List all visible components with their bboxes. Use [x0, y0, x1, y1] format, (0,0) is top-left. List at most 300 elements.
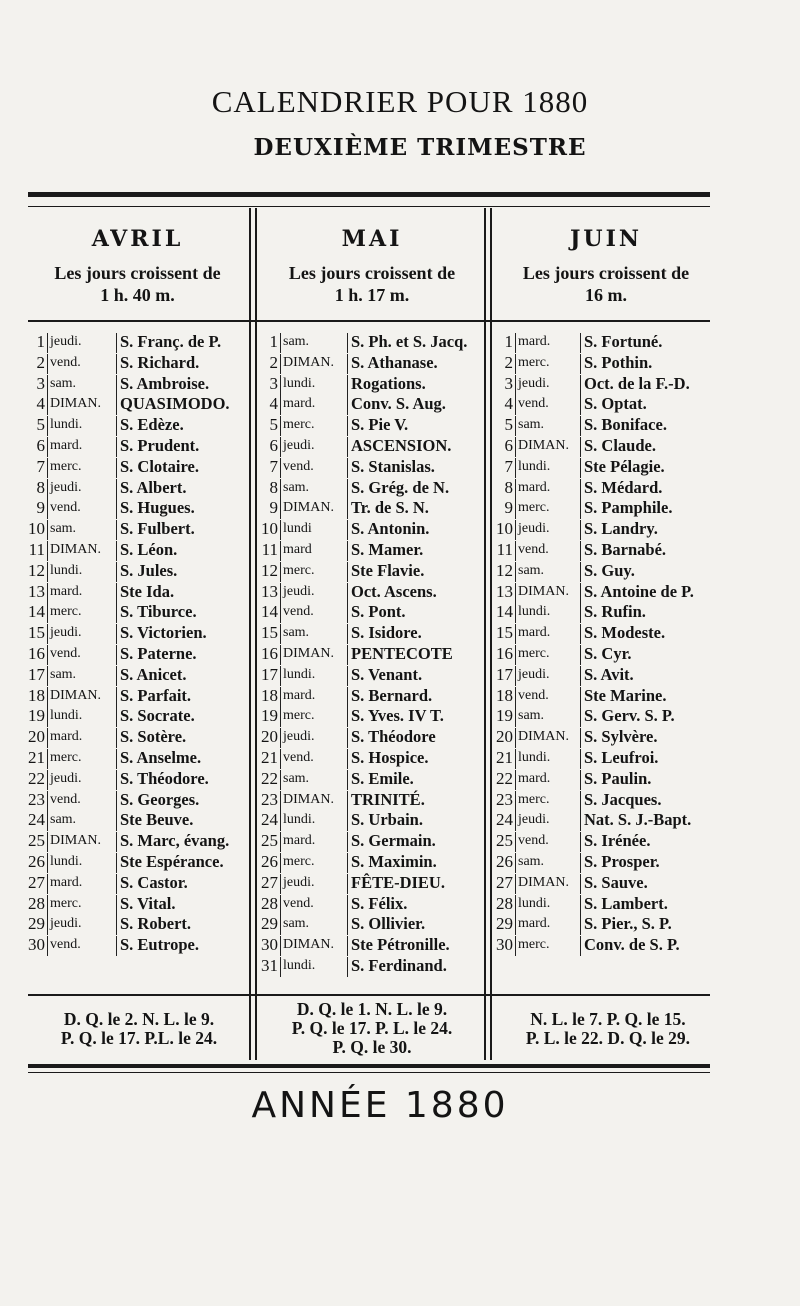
saint-name: S. Athanase. — [351, 352, 438, 372]
row-separator — [515, 541, 516, 561]
day-number: 30 — [496, 935, 513, 955]
row-separator — [580, 416, 581, 436]
weekday: sam. — [518, 853, 545, 869]
row-separator — [580, 707, 581, 727]
row-separator — [580, 687, 581, 707]
row-separator — [280, 895, 281, 915]
row-separator — [280, 354, 281, 374]
day-number: 20 — [261, 727, 278, 747]
weekday: jeudi. — [518, 666, 550, 682]
day-number: 23 — [28, 789, 45, 809]
day-row — [25, 561, 249, 582]
row-separator — [515, 832, 516, 852]
day-row — [25, 644, 249, 665]
day-row — [493, 852, 728, 873]
row-separator — [280, 333, 281, 353]
weekday: mard. — [283, 833, 316, 849]
row-separator — [47, 333, 48, 353]
row-separator — [347, 437, 348, 457]
day-number: 22 — [261, 768, 278, 788]
row-separator — [515, 624, 516, 644]
row-separator — [347, 791, 348, 811]
day-list-mai — [258, 332, 484, 977]
saint-name: Ste Flavie. — [351, 560, 425, 580]
weekday: vend. — [518, 833, 549, 849]
saint-name: S. Emile. — [351, 768, 414, 788]
day-row — [493, 873, 728, 894]
row-separator — [347, 811, 348, 831]
day-number: 14 — [261, 602, 278, 622]
row-separator — [515, 416, 516, 436]
day-number: 21 — [261, 747, 278, 767]
day-row — [493, 332, 728, 353]
saint-name: S. Maximin. — [351, 851, 437, 871]
weekday: sam. — [50, 375, 77, 391]
row-separator — [347, 915, 348, 935]
day-row — [493, 644, 728, 665]
saint-name: S. Médard. — [584, 477, 663, 497]
row-separator — [280, 395, 281, 415]
row-separator — [280, 707, 281, 727]
row-separator — [347, 687, 348, 707]
day-row — [493, 790, 728, 811]
row-separator — [347, 666, 348, 686]
row-separator — [47, 603, 48, 623]
weekday: DIMAN. — [283, 791, 334, 807]
day-number: 8 — [36, 477, 45, 497]
row-separator — [280, 957, 281, 977]
saint-name: S. Landry. — [584, 519, 658, 539]
row-separator — [347, 499, 348, 519]
moon-phase-line: P. Q. le 30. — [332, 1037, 412, 1057]
day-number: 2 — [504, 352, 513, 372]
day-number: 18 — [261, 685, 278, 705]
weekday: jeudi. — [518, 375, 550, 391]
day-number: 8 — [269, 477, 278, 497]
row-separator — [515, 707, 516, 727]
row-separator — [116, 791, 117, 811]
row-separator — [47, 562, 48, 582]
weekday: vend. — [50, 645, 81, 661]
row-separator — [116, 811, 117, 831]
day-row — [25, 623, 249, 644]
day-row — [258, 769, 484, 790]
row-separator — [515, 791, 516, 811]
saint-name: S. Fortuné. — [584, 332, 663, 351]
day-number: 24 — [496, 810, 513, 830]
row-separator — [515, 666, 516, 686]
day-row — [25, 582, 249, 603]
day-number: 16 — [28, 643, 45, 663]
row-separator — [580, 895, 581, 915]
day-row — [258, 644, 484, 665]
weekday: merc. — [283, 417, 315, 433]
day-number: 3 — [36, 373, 45, 393]
weekday: sam. — [283, 479, 310, 495]
day-number: 9 — [36, 498, 45, 518]
row-separator — [280, 458, 281, 478]
day-number: 25 — [496, 831, 513, 851]
day-number: 25 — [261, 831, 278, 851]
saint-name: Oct. Ascens. — [351, 581, 437, 601]
row-separator — [347, 333, 348, 353]
month-note — [262, 262, 482, 306]
row-separator — [347, 853, 348, 873]
row-separator — [47, 707, 48, 727]
weekday: mard — [283, 541, 312, 557]
weekday: sam. — [518, 708, 545, 724]
day-row — [258, 665, 484, 686]
row-separator — [280, 936, 281, 956]
saint-name: S. Robert. — [120, 914, 192, 934]
row-separator — [347, 458, 348, 478]
row-separator — [515, 354, 516, 374]
saint-name: S. Gerv. S. P. — [584, 706, 675, 726]
row-separator — [116, 687, 117, 707]
saint-name: S. Albert. — [120, 477, 187, 497]
day-row — [25, 852, 249, 873]
weekday: jeudi. — [283, 437, 315, 453]
weekday: jeudi. — [50, 625, 82, 641]
weekday: merc. — [518, 645, 550, 661]
saint-name: S. Théodore — [351, 727, 436, 747]
weekday: jeudi. — [50, 770, 82, 786]
day-row — [258, 602, 484, 623]
weekday: mard. — [518, 770, 551, 786]
saint-name: S. Grég. de N. — [351, 477, 450, 497]
saint-name: S. Isidore. — [351, 623, 422, 643]
saint-name: S. Pamphile. — [584, 498, 673, 518]
day-row — [258, 686, 484, 707]
row-separator — [280, 624, 281, 644]
saint-name: S. Leufroi. — [584, 747, 659, 767]
day-row — [258, 561, 484, 582]
weekday: mard. — [518, 625, 551, 641]
row-separator — [116, 915, 117, 935]
saint-name: S. Urbain. — [351, 810, 423, 830]
row-separator — [116, 645, 117, 665]
month-header-mai — [262, 226, 482, 306]
saint-name: S. Bernard. — [351, 685, 433, 705]
day-row — [493, 686, 728, 707]
day-number: 23 — [261, 789, 278, 809]
day-row — [25, 602, 249, 623]
weekday: DIMAN. — [518, 583, 569, 599]
moons-rule — [28, 994, 710, 996]
row-separator — [515, 583, 516, 603]
weekday: lundi. — [283, 375, 316, 391]
saint-name: S. Ollivier. — [351, 914, 426, 934]
moon-phases-avril — [28, 1010, 250, 1048]
top-rule-thin — [28, 206, 710, 207]
saint-name: S. Avit. — [584, 664, 634, 684]
saint-name: S. Stanislas. — [351, 456, 435, 476]
row-separator — [347, 520, 348, 540]
weekday: vend. — [50, 500, 81, 516]
month-note-value: 1 h. 17 m. — [334, 285, 410, 305]
month-header-juin — [496, 226, 716, 306]
day-number: 7 — [269, 456, 278, 476]
saint-name: S. Clotaire. — [120, 456, 199, 476]
weekday: lundi. — [518, 458, 551, 474]
row-separator — [347, 645, 348, 665]
day-number: 26 — [496, 851, 513, 871]
row-separator — [116, 666, 117, 686]
row-separator — [47, 687, 48, 707]
month-note-line: Les jours croissent de — [522, 263, 690, 283]
day-number: 19 — [261, 706, 278, 726]
day-row — [25, 353, 249, 374]
row-separator — [280, 874, 281, 894]
saint-name: S. Antonin. — [351, 519, 430, 539]
row-separator — [47, 666, 48, 686]
row-separator — [580, 770, 581, 790]
day-row — [25, 457, 249, 478]
saint-name: S. Parfait. — [120, 685, 192, 705]
weekday: vend. — [283, 458, 314, 474]
row-separator — [580, 583, 581, 603]
day-row — [493, 769, 728, 790]
day-row — [25, 478, 249, 499]
day-row — [25, 831, 249, 852]
day-number: 12 — [28, 560, 45, 580]
day-number: 6 — [504, 435, 513, 455]
saint-name: S. Vital. — [120, 893, 176, 913]
row-separator — [116, 749, 117, 769]
day-row — [493, 582, 728, 603]
weekday: DIMAN. — [283, 500, 334, 516]
weekday: mard. — [50, 437, 83, 453]
weekday: merc. — [518, 937, 550, 953]
row-separator — [280, 603, 281, 623]
row-separator — [580, 479, 581, 499]
day-row — [493, 498, 728, 519]
row-separator — [515, 874, 516, 894]
day-row — [493, 623, 728, 644]
weekday: jeudi. — [50, 916, 82, 932]
row-separator — [347, 957, 348, 977]
day-number: 20 — [28, 727, 45, 747]
row-separator — [116, 895, 117, 915]
row-separator — [580, 811, 581, 831]
weekday: DIMAN. — [50, 541, 101, 557]
day-number: 22 — [28, 768, 45, 788]
saint-name: S. Cyr. — [584, 643, 632, 663]
row-separator — [280, 687, 281, 707]
row-separator — [116, 416, 117, 436]
row-separator — [515, 562, 516, 582]
row-separator — [580, 562, 581, 582]
row-separator — [116, 395, 117, 415]
row-separator — [580, 541, 581, 561]
day-number: 17 — [28, 664, 45, 684]
row-separator — [280, 583, 281, 603]
row-separator — [515, 499, 516, 519]
weekday: DIMAN. — [50, 396, 101, 412]
saint-name: Ste Marine. — [584, 685, 667, 705]
weekday: lundi. — [50, 853, 83, 869]
row-separator — [280, 520, 281, 540]
saint-name: S. Prudent. — [120, 435, 200, 455]
weekday: sam. — [283, 916, 310, 932]
day-row — [493, 478, 728, 499]
row-separator — [347, 562, 348, 582]
day-row — [258, 852, 484, 873]
row-separator — [47, 395, 48, 415]
saint-name: S. Richard. — [120, 352, 200, 372]
saint-name: S. Ambroise. — [120, 373, 210, 393]
row-separator — [515, 749, 516, 769]
row-separator — [515, 645, 516, 665]
day-row — [493, 457, 728, 478]
saint-name: S. Claude. — [584, 435, 656, 455]
moon-phase-line: P. Q. le 17. P. L. le 24. — [291, 1018, 453, 1038]
saint-name: S. Jacques. — [584, 789, 662, 809]
day-number: 14 — [496, 602, 513, 622]
weekday: mard. — [50, 583, 83, 599]
day-row — [258, 582, 484, 603]
weekday: lundi. — [50, 562, 83, 578]
month-note-line: Les jours croissent de — [288, 263, 456, 283]
day-row — [493, 415, 728, 436]
weekday: lundi. — [50, 708, 83, 724]
day-number: 26 — [28, 851, 45, 871]
row-separator — [116, 541, 117, 561]
weekday: DIMAN. — [283, 645, 334, 661]
day-row — [258, 790, 484, 811]
weekday: DIMAN. — [50, 687, 101, 703]
day-number: 1 — [504, 332, 513, 351]
day-row — [25, 436, 249, 457]
row-separator — [116, 874, 117, 894]
bottom-rule-thin — [28, 1072, 710, 1073]
day-row — [258, 353, 484, 374]
day-number: 3 — [504, 373, 513, 393]
row-separator — [580, 458, 581, 478]
row-separator — [580, 749, 581, 769]
saint-name: S. Sauve. — [584, 872, 648, 892]
row-separator — [347, 603, 348, 623]
row-separator — [515, 853, 516, 873]
day-row — [493, 748, 728, 769]
saint-name: S. Mamer. — [351, 539, 424, 559]
row-separator — [280, 416, 281, 436]
row-separator — [580, 791, 581, 811]
weekday: sam. — [50, 521, 77, 537]
row-separator — [347, 479, 348, 499]
saint-name: S. Sotère. — [120, 727, 187, 747]
day-row — [493, 894, 728, 915]
day-number: 15 — [28, 623, 45, 643]
row-separator — [280, 645, 281, 665]
day-number: 12 — [496, 560, 513, 580]
month-note — [30, 262, 245, 306]
row-separator — [515, 333, 516, 353]
day-row — [25, 748, 249, 769]
weekday: merc. — [50, 749, 82, 765]
day-row — [25, 727, 249, 748]
row-separator — [580, 853, 581, 873]
day-number: 1 — [269, 332, 278, 351]
row-separator — [47, 770, 48, 790]
saint-name: S. Anicet. — [120, 664, 187, 684]
row-separator — [515, 811, 516, 831]
row-separator — [347, 832, 348, 852]
row-separator — [347, 624, 348, 644]
row-separator — [580, 437, 581, 457]
row-separator — [47, 416, 48, 436]
row-separator — [280, 770, 281, 790]
row-separator — [347, 707, 348, 727]
weekday: sam. — [518, 417, 545, 433]
weekday: mard. — [50, 729, 83, 745]
day-row — [258, 706, 484, 727]
row-separator — [47, 458, 48, 478]
month-name: MAI — [341, 226, 403, 252]
saint-name: Ste Pélagie. — [584, 456, 665, 476]
saint-name: S. Victorien. — [120, 623, 207, 643]
saint-name: S. Ph. et S. Jacq. — [351, 332, 468, 351]
day-list-juin — [493, 332, 728, 956]
saint-name: PENTECOTE — [351, 643, 453, 663]
moon-phase-line: P. L. le 22. D. Q. le 29. — [525, 1028, 691, 1048]
row-separator — [280, 915, 281, 935]
day-row — [258, 457, 484, 478]
day-number: 7 — [36, 456, 45, 476]
row-separator — [47, 936, 48, 956]
page-subtitle: DEUXIÈME TRIMESTRE — [253, 134, 587, 161]
row-separator — [47, 895, 48, 915]
day-row — [493, 394, 728, 415]
row-separator — [47, 853, 48, 873]
saint-name: S. Pier., S. P. — [584, 914, 672, 934]
saint-name: S. Castor. — [120, 872, 188, 892]
saint-name: S. Rufin. — [584, 602, 646, 622]
saint-name: S. Paterne. — [120, 643, 197, 663]
day-row — [25, 332, 249, 353]
weekday: DIMAN. — [50, 833, 101, 849]
saint-name: S. Sylvère. — [584, 727, 658, 747]
weekday: vend. — [283, 749, 314, 765]
day-row — [493, 831, 728, 852]
day-row — [493, 519, 728, 540]
row-separator — [347, 583, 348, 603]
weekday: sam. — [283, 625, 310, 641]
row-separator — [280, 791, 281, 811]
saint-name: S. Jules. — [120, 560, 178, 580]
weekday: vend. — [50, 937, 81, 953]
saint-name: S. Barnabé. — [584, 539, 667, 559]
weekday: lundi. — [283, 666, 316, 682]
day-number: 21 — [28, 747, 45, 767]
row-separator — [515, 520, 516, 540]
row-separator — [580, 874, 581, 894]
day-number: 6 — [269, 435, 278, 455]
row-separator — [347, 749, 348, 769]
saint-name: QUASIMODO. — [120, 394, 230, 414]
day-row — [258, 498, 484, 519]
day-number: 31 — [261, 955, 278, 975]
saint-name: S. Félix. — [351, 893, 408, 913]
day-number: 17 — [496, 664, 513, 684]
day-row — [25, 706, 249, 727]
row-separator — [280, 728, 281, 748]
bottom-rule — [28, 1064, 710, 1068]
row-separator — [580, 645, 581, 665]
weekday: vend. — [283, 895, 314, 911]
row-separator — [280, 479, 281, 499]
row-separator — [47, 811, 48, 831]
